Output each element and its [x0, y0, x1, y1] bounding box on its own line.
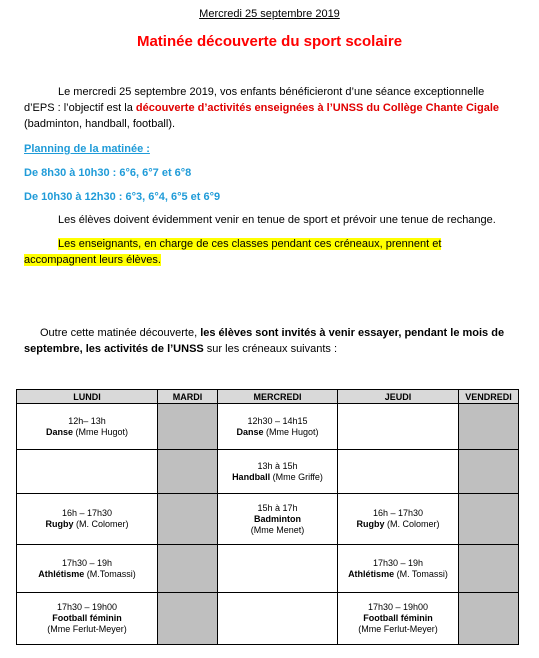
header-mardi: MARDI: [158, 390, 218, 404]
cell-jeudi: 17h30 – 19h Athlétisme (M. Tomassi): [338, 545, 459, 593]
table-row: [17, 593, 519, 645]
header-jeudi: JEUDI: [338, 390, 459, 404]
cell-lundi: 12h– 13h Danse (Mme Hugot): [17, 404, 158, 450]
planning-slot-1: De 8h30 à 10h30 : 6°6, 6°7 et 6°8: [24, 167, 192, 179]
invitation-text-1: Outre cette matinée découverte,: [40, 327, 201, 339]
intro-paragraph: [24, 84, 514, 132]
document-date: Mercredi 25 septembre 2019: [199, 8, 340, 20]
header-lundi: LUNDI: [17, 390, 158, 404]
table-row: [17, 494, 519, 545]
cell-lundi: [17, 450, 158, 494]
cell-mercredi: [218, 593, 338, 645]
enseignants-note: [24, 236, 514, 268]
invitation-text-2: sur les créneaux suivants :: [203, 343, 338, 355]
invitation-bold: les élèves sont invités à venir essayer, pendant le mois de septembre, les activités de l’UNSS: [24, 327, 505, 355]
intro-highlight: découverte d’activités enseignées à l’UNSS du Collège Chante Cigale: [135, 102, 500, 114]
cell-jeudi: [338, 404, 459, 450]
table-row: [17, 450, 519, 494]
cell-lundi: 16h – 17h30 Rugby (M. Colomer): [17, 494, 158, 545]
cell-mercredi: 12h30 – 14h15 Danse (Mme Hugot): [218, 404, 338, 450]
document-title: Matinée découverte du sport scolaire: [136, 33, 403, 50]
tenue-text: Les élèves doivent évidemment venir en tenue de sport et prévoir une tenue de rechange.: [58, 214, 496, 226]
cell-jeudi: 17h30 – 19h00 Football féminin (Mme Ferlut-Meyer): [338, 593, 459, 645]
intro-text-1: Le mercredi 25 septembre 2019, vos enfants bénéficieront d’une séance exceptionnelle d’EPS : l’objectif est la: [24, 86, 485, 114]
cell-lundi: 17h30 – 19h Athlétisme (M.Tomassi): [17, 545, 158, 593]
schedule-table: [16, 389, 519, 645]
cell-mardi: [158, 404, 218, 450]
tenue-note: [24, 212, 514, 228]
cell-lundi: 17h30 – 19h00 Football féminin (Mme Ferlut-Meyer): [17, 593, 158, 645]
cell-mercredi: 15h à 17h Badminton (Mme Menet): [218, 494, 338, 545]
cell-jeudi: [338, 450, 459, 494]
table-row: [17, 545, 519, 593]
cell-vendredi: [459, 450, 519, 494]
table-header-row: [17, 390, 519, 404]
table-row: [17, 404, 519, 450]
cell-mardi: [158, 450, 218, 494]
planning-slot-2: De 10h30 à 12h30 : 6°3, 6°4, 6°5 et 6°9: [24, 191, 221, 203]
cell-vendredi: [459, 404, 519, 450]
planning-heading: Planning de la matinée :: [24, 143, 150, 155]
enseignants-text: Les enseignants, en charge de ces classes pendant ces créneaux, prennent et accompagnent leurs élèves.: [24, 238, 442, 266]
cell-mardi: [158, 494, 218, 545]
header-vendredi: VENDREDI: [459, 390, 519, 404]
cell-mercredi: [218, 545, 338, 593]
cell-jeudi: 16h – 17h30 Rugby (M. Colomer): [338, 494, 459, 545]
intro-text-2: (badminton, handball, football).: [24, 118, 176, 130]
invitation-paragraph: [24, 325, 514, 357]
cell-vendredi: [459, 545, 519, 593]
header-mercredi: MERCREDI: [218, 390, 338, 404]
cell-vendredi: [459, 593, 519, 645]
cell-mercredi: 13h à 15h Handball (Mme Griffe): [218, 450, 338, 494]
cell-mardi: [158, 545, 218, 593]
cell-mardi: [158, 593, 218, 645]
cell-vendredi: [459, 494, 519, 545]
